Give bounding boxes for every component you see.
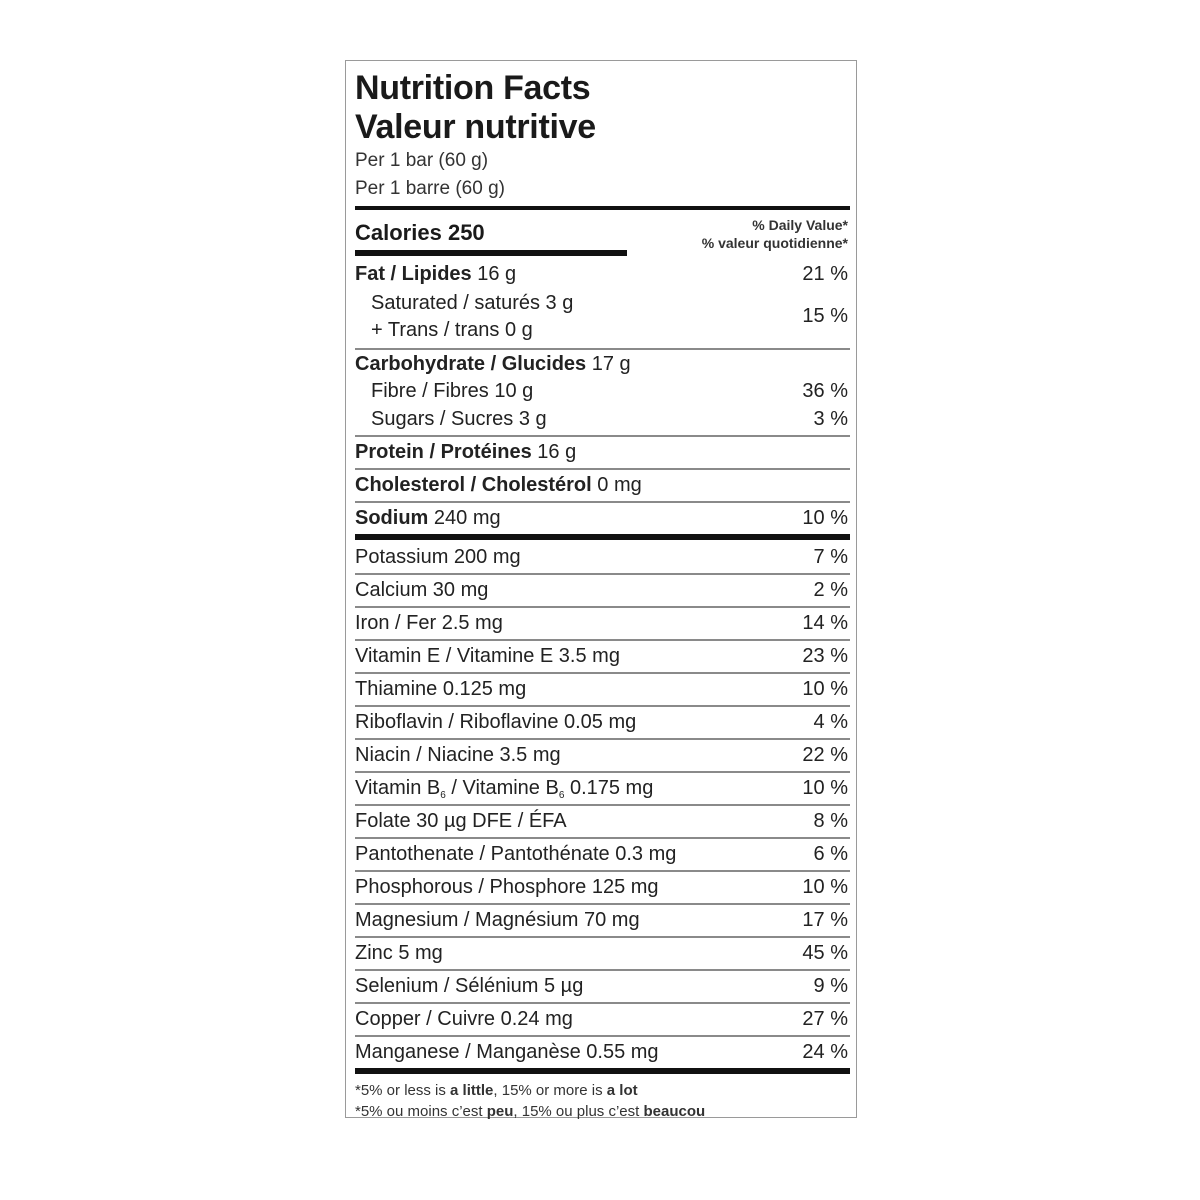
footnote-text: , 15% ou plus c’est [513, 1103, 644, 1120]
footnote-fr [355, 1101, 850, 1122]
fibre-dv: 36 % [802, 380, 848, 402]
micro-dv: 17 % [802, 909, 848, 931]
micro-row [355, 740, 850, 771]
micro-label: Thiamine 0.125 mg [355, 678, 527, 700]
carb-name: Carbohydrate / Glucides [355, 353, 587, 375]
sodium-name: Sodium [355, 507, 429, 529]
micro-row [355, 872, 850, 903]
micro-label: Magnesium / Magnésium 70 mg [355, 909, 640, 931]
micro-label: Zinc 5 mg [355, 942, 443, 964]
sat-trans-row [355, 292, 850, 348]
micro-label: Vitamin $B_6$ / Vitamine $B_6$ 0.175 mg [355, 777, 654, 801]
footnote-text: *5% ou moins c’est [355, 1103, 487, 1120]
micro-dv: 8 % [813, 810, 848, 832]
micro-label: Selenium / Sélénium 5 µg [355, 975, 584, 997]
saturated-text: Saturated / saturés 3 g [371, 292, 574, 314]
micro-dv: 45 % [802, 942, 848, 964]
micro-label: Manganese / Manganèse 0.55 mg [355, 1041, 659, 1063]
sodium-amount: 240 mg [433, 507, 501, 529]
calories-underbar [355, 250, 627, 256]
sat-trans-dv: 15 % [802, 305, 848, 327]
micro-row [355, 707, 850, 738]
serving-size-fr: Per 1 barre (60 g) [355, 178, 505, 199]
footnote-bold: a lot [606, 1082, 638, 1099]
fibre-text: Fibre / Fibres 10 g [371, 380, 534, 402]
micro-dv: 10 % [802, 876, 848, 898]
fat-dv: 21 % [802, 263, 848, 285]
micro-dv: 14 % [802, 612, 848, 634]
micro-label: Vitamin E / Vitamine E 3.5 mg [355, 645, 620, 667]
micro-label: Phosphorous / Phosphore 125 mg [355, 876, 659, 898]
micro-dv: 24 % [802, 1041, 848, 1063]
micro-label: Calcium 30 mg [355, 579, 489, 601]
title-fr: Valeur nutritive [355, 108, 596, 146]
micro-dv: 10 % [802, 678, 848, 700]
divider-thick [355, 1068, 850, 1074]
micro-row [355, 608, 850, 639]
sugars-dv: 3 % [813, 408, 848, 430]
micro-label: Niacin / Niacine 3.5 mg [355, 744, 561, 766]
calories-label: Calories [355, 220, 442, 245]
micro-row [355, 938, 850, 969]
daily-value-fr: % valeur quotidienne* [701, 235, 848, 251]
footnote-bold: beaucou [643, 1103, 706, 1120]
micro-label: Riboflavin / Riboflavine 0.05 mg [355, 711, 637, 733]
calories-value: 250 [447, 220, 485, 245]
footnote-bold: a little [450, 1082, 494, 1099]
calories-row [355, 210, 850, 264]
sugars-text: Sugars / Sucres 3 g [371, 408, 547, 430]
fat-amount: 16 g [477, 263, 517, 285]
micro-dv: 23 % [802, 645, 848, 667]
carb-amount: 17 g [591, 353, 631, 375]
fibre-row [355, 379, 850, 407]
cholesterol-name: Cholesterol / Cholestérol [355, 474, 592, 496]
trans-text: + Trans / trans 0 g [371, 319, 533, 341]
footnote-en [355, 1080, 850, 1101]
sodium-row [355, 503, 850, 534]
micro-dv: 7 % [813, 546, 848, 568]
micro-label: Potassium 200 mg [355, 546, 521, 568]
micro-dv: 9 % [813, 975, 848, 997]
micro-row [355, 971, 850, 1002]
micro-dv: 2 % [813, 579, 848, 601]
micro-dv: 22 % [802, 744, 848, 766]
micro-dv: 27 % [802, 1008, 848, 1030]
micro-row [355, 674, 850, 705]
micro-row [355, 575, 850, 606]
micro-row [355, 641, 850, 672]
micro-row [355, 1004, 850, 1035]
micro-label: Pantothenate / Pantothénate 0.3 mg [355, 843, 677, 865]
nutrition-facts-label [345, 60, 857, 1118]
sugars-row [355, 407, 850, 435]
micro-label: Copper / Cuivre 0.24 mg [355, 1008, 573, 1030]
footnote-text: , 15% or more is [493, 1082, 607, 1099]
micro-row [355, 839, 850, 870]
fat-name: Fat / Lipides [355, 263, 472, 285]
cholesterol-row [355, 470, 850, 501]
footnote [355, 1080, 850, 1122]
micro-dv: 4 % [813, 711, 848, 733]
micro-dv: 6 % [813, 843, 848, 865]
cholesterol-amount: 0 mg [597, 474, 642, 496]
micro-row [355, 540, 850, 573]
micro-row [355, 773, 850, 804]
micro-label: Folate 30 µg DFE / ÉFA [355, 810, 567, 832]
title-en: Nutrition Facts [355, 69, 591, 107]
protein-amount: 16 g [537, 441, 577, 463]
serving-size-en: Per 1 bar (60 g) [355, 150, 489, 171]
sodium-dv: 10 % [802, 507, 848, 529]
micro-row [355, 905, 850, 936]
footnote-bold: peu [486, 1103, 514, 1120]
daily-value-en: % Daily Value* [752, 217, 848, 233]
footnote-text: *5% or less is [355, 1082, 451, 1099]
protein-row [355, 437, 850, 468]
micro-row [355, 1037, 850, 1068]
carb-row [355, 350, 850, 379]
micro-label: Iron / Fer 2.5 mg [355, 612, 503, 634]
fat-row [355, 264, 850, 292]
micro-row [355, 806, 850, 837]
micro-dv: 10 % [802, 777, 848, 799]
calories-text [355, 220, 485, 246]
protein-name: Protein / Protéines [355, 441, 532, 463]
daily-value-header [702, 216, 848, 252]
